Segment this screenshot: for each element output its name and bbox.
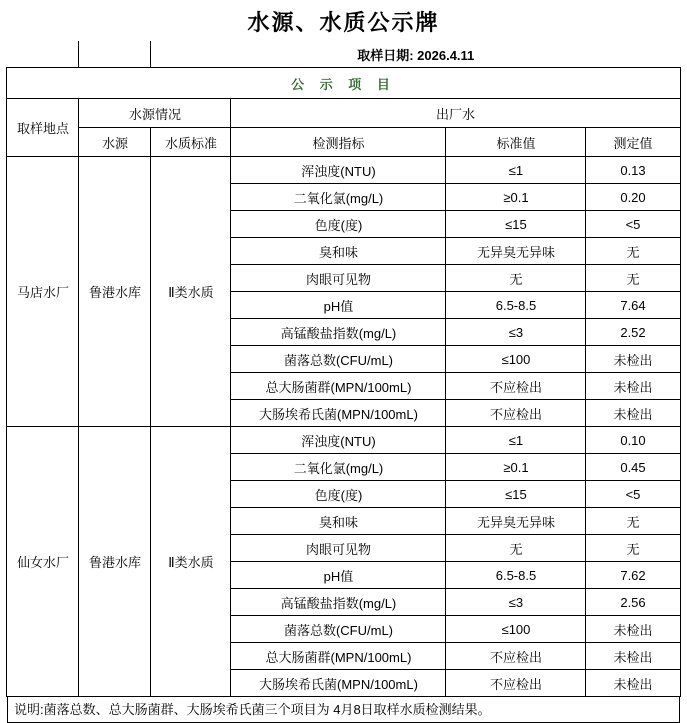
index-name: 高锰酸盐指数(mg/L) xyxy=(231,319,446,346)
index-measured: 无 xyxy=(586,238,680,265)
header-source-condition: 水源情况 xyxy=(79,99,231,128)
index-name: 肉眼可见物 xyxy=(231,535,446,562)
index-standard: 不应检出 xyxy=(446,400,586,427)
index-measured: 未检出 xyxy=(586,346,680,373)
index-measured: 无 xyxy=(586,508,680,535)
notice-table xyxy=(6,41,680,697)
index-measured: 0.13 xyxy=(586,157,680,184)
index-measured: 未检出 xyxy=(586,373,680,400)
index-measured: 7.62 xyxy=(586,562,680,589)
index-measured: <5 xyxy=(586,211,680,238)
sample-date-label: 取样日期: xyxy=(357,47,414,63)
index-measured: 未检出 xyxy=(586,670,680,697)
page-title: 水源、水质公示牌 xyxy=(247,10,440,35)
index-measured: 2.56 xyxy=(586,589,680,616)
sample-date xyxy=(151,41,680,68)
index-standard: ≤3 xyxy=(446,319,586,346)
index-measured: 0.10 xyxy=(586,427,680,454)
index-name: 菌落总数(CFU/mL) xyxy=(231,346,446,373)
index-standard: ≤15 xyxy=(446,211,586,238)
index-standard: 6.5-8.5 xyxy=(446,562,586,589)
plant-standard: Ⅱ类水质 xyxy=(151,427,231,697)
index-name: 菌落总数(CFU/mL) xyxy=(231,616,446,643)
date-row xyxy=(7,41,680,68)
table-row xyxy=(7,157,680,184)
table-row xyxy=(7,427,680,454)
index-name: 色度(度) xyxy=(231,481,446,508)
index-standard: 无 xyxy=(446,265,586,292)
banner-title: 公 示 项 目 xyxy=(7,68,680,99)
index-name: 臭和味 xyxy=(231,238,446,265)
header-index: 检测指标 xyxy=(231,128,446,157)
index-measured: 未检出 xyxy=(586,616,680,643)
index-measured: 无 xyxy=(586,535,680,562)
index-name: pH值 xyxy=(231,292,446,319)
index-measured: 未检出 xyxy=(586,643,680,670)
index-standard: ≤1 xyxy=(446,157,586,184)
header-measured-value: 测定值 xyxy=(586,128,680,157)
index-standard: ≤1 xyxy=(446,427,586,454)
index-measured: 2.52 xyxy=(586,319,680,346)
index-measured: 未检出 xyxy=(586,400,680,427)
header-row-1 xyxy=(7,99,680,128)
index-standard: ≥0.1 xyxy=(446,454,586,481)
index-standard: 不应检出 xyxy=(446,373,586,400)
index-measured: 7.64 xyxy=(586,292,680,319)
index-name: 臭和味 xyxy=(231,508,446,535)
index-standard: ≥0.1 xyxy=(446,184,586,211)
index-name: 浑浊度(NTU) xyxy=(231,157,446,184)
index-name: 大肠埃希氏菌(MPN/100mL) xyxy=(231,670,446,697)
header-standard-value: 标准值 xyxy=(446,128,586,157)
header-location: 取样地点 xyxy=(7,99,79,157)
index-measured: 0.45 xyxy=(586,454,680,481)
index-measured: 0.20 xyxy=(586,184,680,211)
index-name: 二氧化氯(mg/L) xyxy=(231,184,446,211)
plant-source: 鲁港水库 xyxy=(79,157,151,427)
plant-name: 仙女水厂 xyxy=(7,427,79,697)
header-outlet-water: 出厂水 xyxy=(231,99,680,128)
index-standard: 无异臭无异味 xyxy=(446,508,586,535)
index-standard: 不应检出 xyxy=(446,643,586,670)
index-name: 总大肠菌群(MPN/100mL) xyxy=(231,373,446,400)
index-name: 高锰酸盐指数(mg/L) xyxy=(231,589,446,616)
plant-standard: Ⅱ类水质 xyxy=(151,157,231,427)
index-name: 总大肠菌群(MPN/100mL) xyxy=(231,643,446,670)
index-name: 浑浊度(NTU) xyxy=(231,427,446,454)
header-row-2 xyxy=(7,128,680,157)
header-source: 水源 xyxy=(79,128,151,157)
index-name: 大肠埃希氏菌(MPN/100mL) xyxy=(231,400,446,427)
index-standard: ≤15 xyxy=(446,481,586,508)
date-blank-cell xyxy=(7,41,79,68)
index-standard: ≤100 xyxy=(446,346,586,373)
sample-date-value: 2026.4.11 xyxy=(417,47,475,63)
index-standard: ≤3 xyxy=(446,589,586,616)
index-standard: 无 xyxy=(446,535,586,562)
footnote: 说明:菌落总数、总大肠菌群、大肠埃希氏菌三个项目为 4月8日取样水质检测结果。 xyxy=(7,697,680,723)
plant-source: 鲁港水库 xyxy=(79,427,151,697)
date-blank-cell-2 xyxy=(79,41,151,68)
index-name: pH值 xyxy=(231,562,446,589)
index-name: 肉眼可见物 xyxy=(231,265,446,292)
header-water-standard: 水质标准 xyxy=(151,128,231,157)
index-standard: ≤100 xyxy=(446,616,586,643)
index-standard: 不应检出 xyxy=(446,670,586,697)
index-standard: 6.5-8.5 xyxy=(446,292,586,319)
index-name: 二氧化氯(mg/L) xyxy=(231,454,446,481)
plant-name: 马店水厂 xyxy=(7,157,79,427)
banner-row xyxy=(7,68,680,99)
index-name: 色度(度) xyxy=(231,211,446,238)
index-standard: 无异臭无异味 xyxy=(446,238,586,265)
index-measured: 无 xyxy=(586,265,680,292)
index-measured: <5 xyxy=(586,481,680,508)
